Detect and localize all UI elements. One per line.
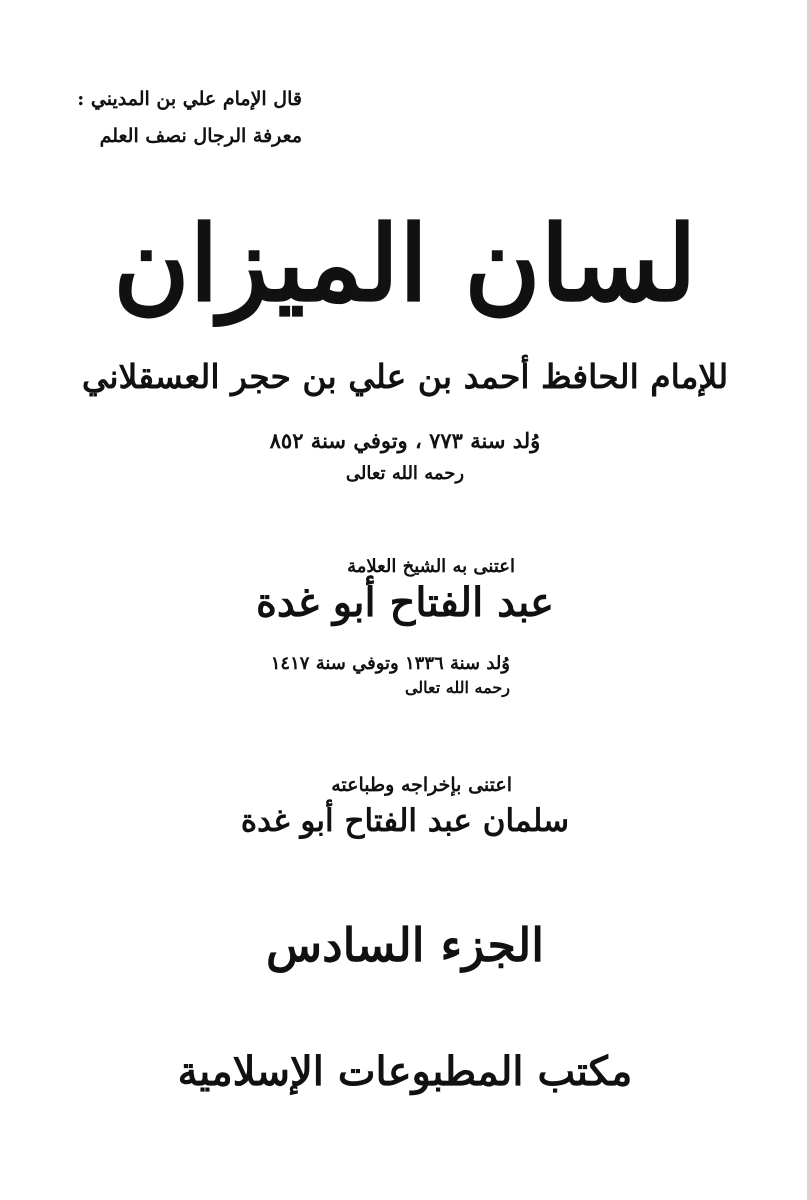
epigraph-quote: معرفة الرجال نصف العلم	[99, 125, 302, 147]
editor-mercy: رحمه الله تعالى	[404, 678, 510, 697]
publication-label: اعتنى بإخراجه وطباعته	[331, 774, 512, 796]
epigraph-attribution: قال الإمام علي بن المديني :	[77, 88, 302, 110]
book-title: لسان الميزان	[113, 202, 697, 325]
editor-dates: وُلد سنة ١٣٣٦ وتوفي سنة ١٤١٧	[270, 653, 510, 674]
author-dates: وُلد سنة ٧٧٣ ، وتوفي سنة ٨٥٢	[269, 428, 541, 453]
volume-label: الجزء السادس	[266, 918, 544, 972]
publication-name: سلمان عبد الفتاح أبو غدة	[240, 803, 570, 839]
author-mercy: رحمه الله تعالى	[345, 463, 465, 484]
author-line: للإمام الحافظ أحمد بن علي بن حجر العسقلاني	[81, 357, 729, 396]
publisher-name: مكتب المطبوعات الإسلامية	[177, 1048, 633, 1095]
editor-label: اعتنى به الشيخ العلامة	[347, 556, 515, 577]
editor-name: عبد الفتاح أبو غدة	[255, 579, 555, 626]
